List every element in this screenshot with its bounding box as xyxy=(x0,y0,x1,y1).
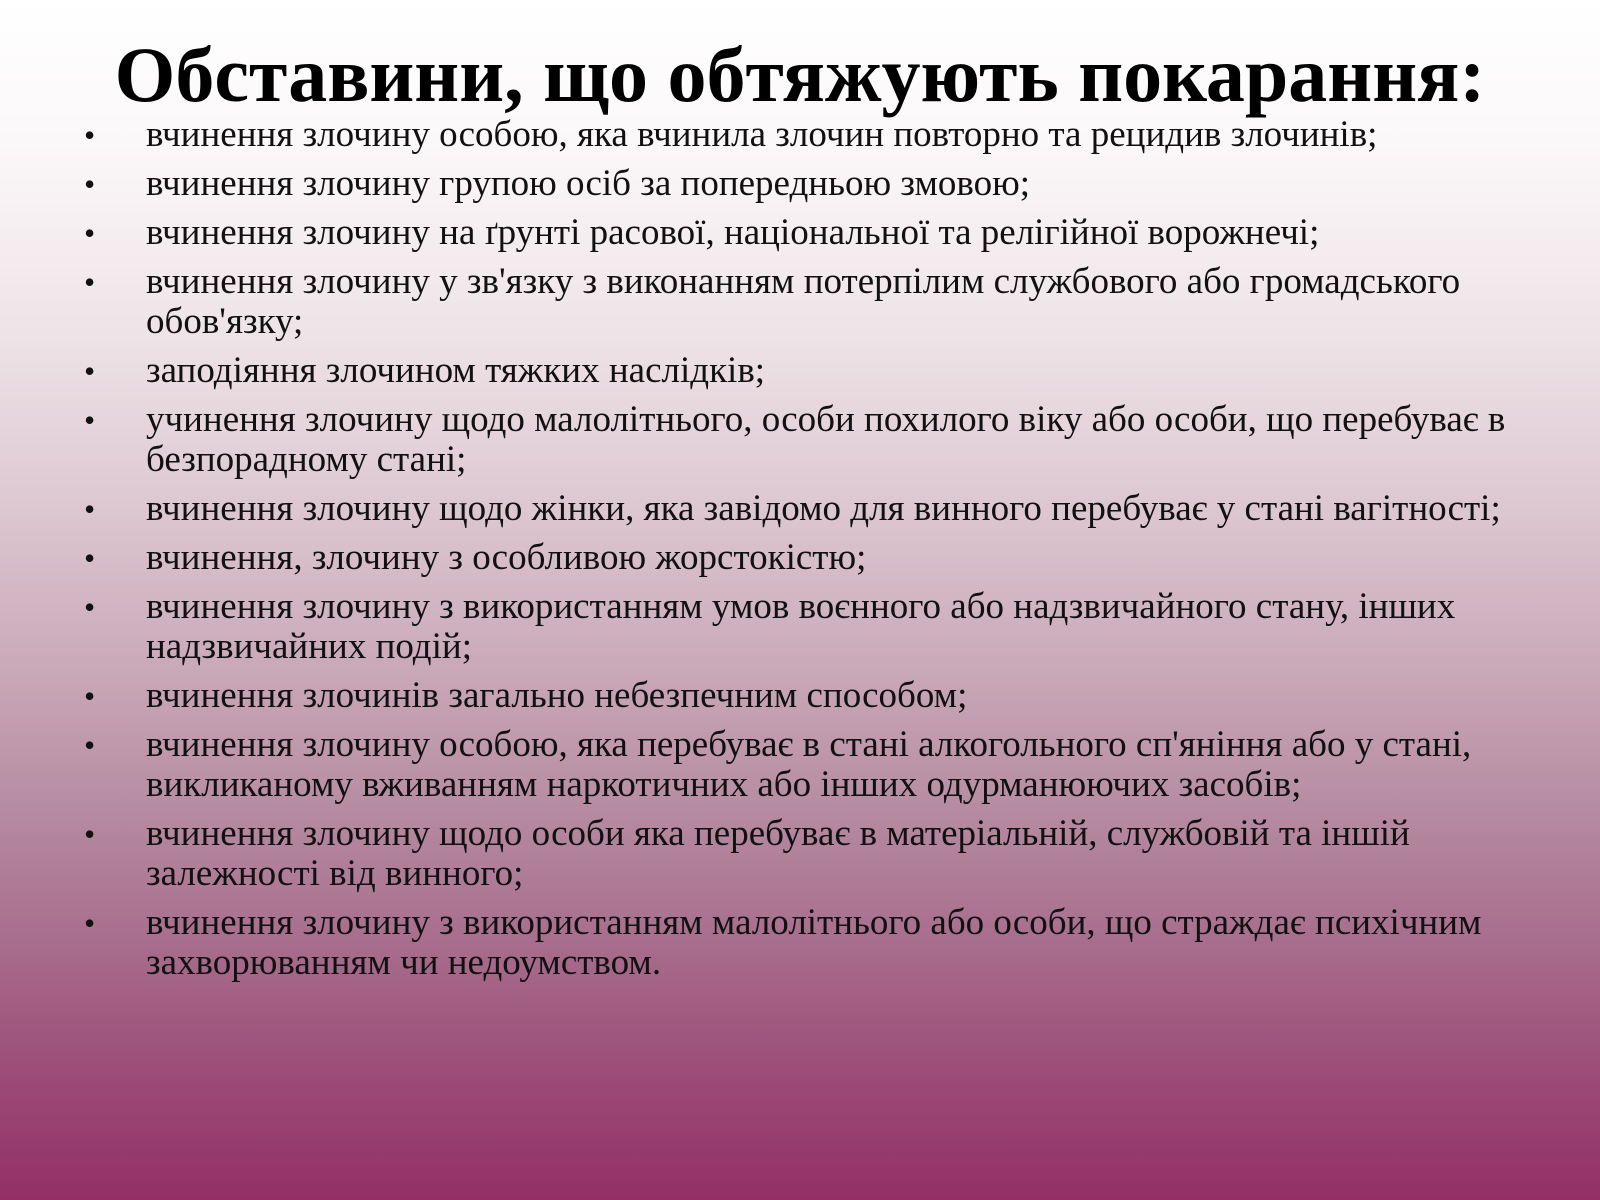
list-item-text: вчинення злочину з використанням умов воєнного або надзвичайного стану, інших надзвичайних подій; xyxy=(146,586,1456,667)
bullet-icon: • xyxy=(84,353,96,389)
list-item xyxy=(0,903,1600,983)
list-item xyxy=(0,262,1600,342)
list-item xyxy=(0,164,1600,204)
list-item-text: вчинення злочину щодо особи яка перебуває в матеріальній, службовій та іншій залежності від винного; xyxy=(146,813,1410,894)
list-item-text: вчинення злочину з використанням малолітнього або особи, що страждає психічним захворюванням чи недоумством. xyxy=(146,902,1482,983)
list-item-text: вчинення злочину особою, яка перебуває в стані алкогольного сп'яніння або у стані, викликаному вживанням наркотичних або інших одурманюючих засобів; xyxy=(146,724,1472,805)
bullet-icon: • xyxy=(84,166,96,202)
list-item xyxy=(0,115,1600,155)
list-item-text: вчинення злочинів загально небезпечним способом; xyxy=(146,675,968,716)
list-item xyxy=(0,351,1600,391)
bullet-icon: • xyxy=(84,816,96,852)
bullet-icon: • xyxy=(84,264,96,300)
list-item xyxy=(0,587,1600,667)
list-item-text: вчинення злочину у зв'язку з виконанням потерпілим службового або громадського обов'язку; xyxy=(146,261,1461,342)
list-item-text: заподіяння злочином тяжких наслідків; xyxy=(146,350,766,391)
bullet-icon: • xyxy=(84,540,96,576)
list-item-text: вчинення злочину особою, яка вчинила злочин повторно та рецидив злочинів; xyxy=(146,114,1378,155)
bullet-list xyxy=(0,115,1600,992)
list-item xyxy=(0,213,1600,253)
list-item xyxy=(0,538,1600,578)
list-item xyxy=(0,676,1600,716)
slide-title: Обставини, що обтяжують покарання: xyxy=(114,31,1486,118)
list-item xyxy=(0,489,1600,529)
bullet-icon: • xyxy=(84,215,96,251)
list-item-text: учинення злочину щодо малолітнього, особи похилого віку або особи, що перебуває в безпорадному стані; xyxy=(146,399,1506,480)
list-item-text: вчинення, злочину з особливою жорстокістю; xyxy=(146,537,867,578)
bullet-icon: • xyxy=(84,678,96,714)
bullet-icon: • xyxy=(84,589,96,625)
list-item xyxy=(0,725,1600,805)
bullet-icon: • xyxy=(84,905,96,941)
list-item-text: вчинення злочину щодо жінки, яка завідомо для винного перебуває у стані вагітності; xyxy=(146,488,1501,529)
list-item xyxy=(0,814,1600,894)
bullet-icon: • xyxy=(84,402,96,438)
list-item xyxy=(0,400,1600,480)
list-item-text: вчинення злочину на ґрунті расової, національної та релігійної ворожнечі; xyxy=(146,212,1320,253)
bullet-icon: • xyxy=(84,491,96,527)
bullet-icon: • xyxy=(84,117,96,153)
bullet-icon: • xyxy=(84,727,96,763)
list-item-text: вчинення злочину групою осіб за попередньою змовою; xyxy=(146,163,1031,204)
